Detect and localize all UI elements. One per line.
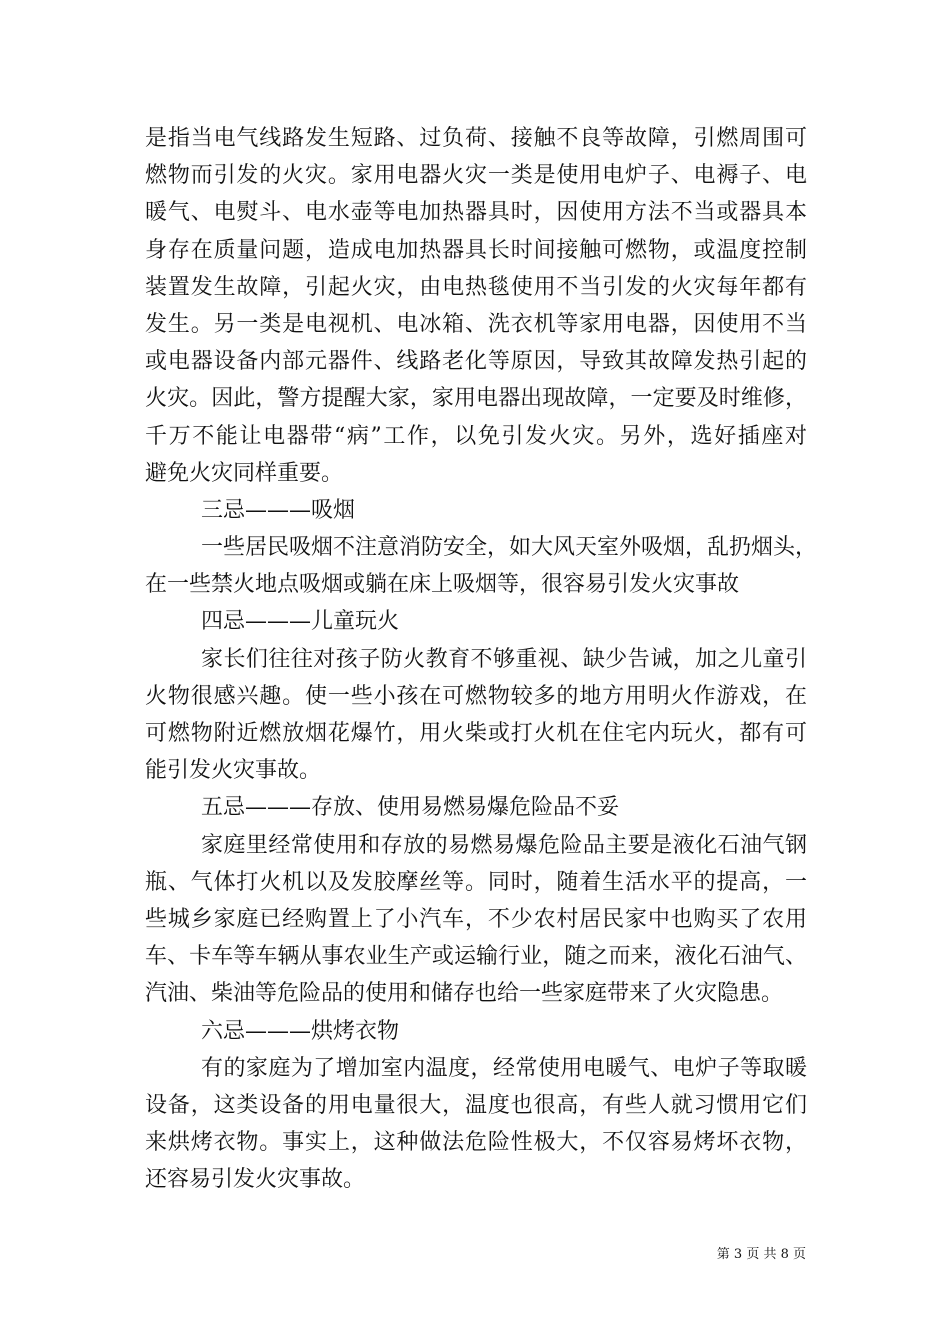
body-line: 发生。另一类是电视机、电冰箱、洗衣机等家用电器，因使用不当 [145, 311, 807, 337]
body-line: 在一些禁火地点吸烟或躺在床上吸烟等，很容易引发火灾事故 [145, 572, 740, 598]
body-line: 是指当电气线路发生短路、过负荷、接触不良等故障，引燃周围可 [145, 126, 807, 151]
body-line: 瓶、气体打火机以及发胶摩丝等。同时，随着生活水平的提高，一 [145, 869, 807, 895]
body-line: 些城乡家庭已经购置上了小汽车，不少农村居民家中也购买了农用 [145, 906, 807, 932]
page-number: 第 3 页 共 8 页 [716, 1247, 806, 1262]
body-line: 一些居民吸烟不注意消防安全，如大风天室外吸烟，乱扔烟头， [201, 535, 818, 561]
body-line: 装置发生故障，引起火灾，由电热毯使用不当引发的火灾每年都有 [145, 274, 807, 300]
body-line: 火灾。因此，警方提醒大家，家用电器出现故障，一定要及时维修， [145, 386, 807, 412]
document-body [145, 120, 818, 1198]
body-line: 千万不能让电器带“病”工作，以免引发火灾。另外，选好插座对 [145, 423, 807, 449]
body-line: 燃物而引发的火灾。家用电器火灾一类是使用电炉子、电褥子、电 [145, 163, 807, 189]
body-line: 暖气、电熨斗、电水壶等电加热器具时，因使用方法不当或器具本 [145, 200, 807, 226]
body-line: 可燃物附近燃放烟花爆竹，用火柴或打火机在住宅内玩火，都有可 [145, 721, 807, 746]
section-heading: 六忌———烘烤衣物 [201, 1018, 400, 1044]
body-line: 家长们往往对孩子防火教育不够重视、缺少告诫，加之儿童引 [201, 646, 807, 672]
body-line: 避免火灾同样重要。 [145, 460, 344, 486]
body-line: 还容易引发火灾事故。 [145, 1167, 366, 1193]
body-line: 来烘烤衣物。事实上，这种做法危险性极大，不仅容易烤坏衣物， [145, 1130, 807, 1156]
body-line: 火物很感兴趣。使一些小孩在可燃物较多的地方用明火作游戏，在 [145, 683, 807, 709]
body-line: 设备，这类设备的用电量很大，温度也很高，有些人就习惯用它们 [145, 1092, 807, 1118]
section-heading: 三忌———吸烟 [201, 497, 356, 523]
body-line: 有的家庭为了增加室内温度，经常使用电暖气、电炉子等取暖 [201, 1055, 807, 1081]
body-line: 能引发火灾事故。 [145, 758, 322, 784]
body-line: 汽油、柴油等危险品的使用和储存也给一些家庭带来了火灾隐患。 [145, 981, 784, 1007]
body-line: 或电器设备内部元器件、线路老化等原因，导致其故障发热引起的 [145, 349, 807, 375]
section-heading: 五忌———存放、使用易燃易爆危险品不妥 [201, 795, 620, 821]
body-line: 身存在质量问题，造成电加热器具长时间接触可燃物，或温度控制 [145, 237, 807, 263]
body-line: 车、卡车等车辆从事农业生产或运输行业，随之而来，液化石油气、 [145, 944, 807, 970]
section-heading: 四忌———儿童玩火 [201, 609, 400, 635]
body-line: 家庭里经常使用和存放的易燃易爆危险品主要是液化石油气钢 [201, 832, 807, 858]
